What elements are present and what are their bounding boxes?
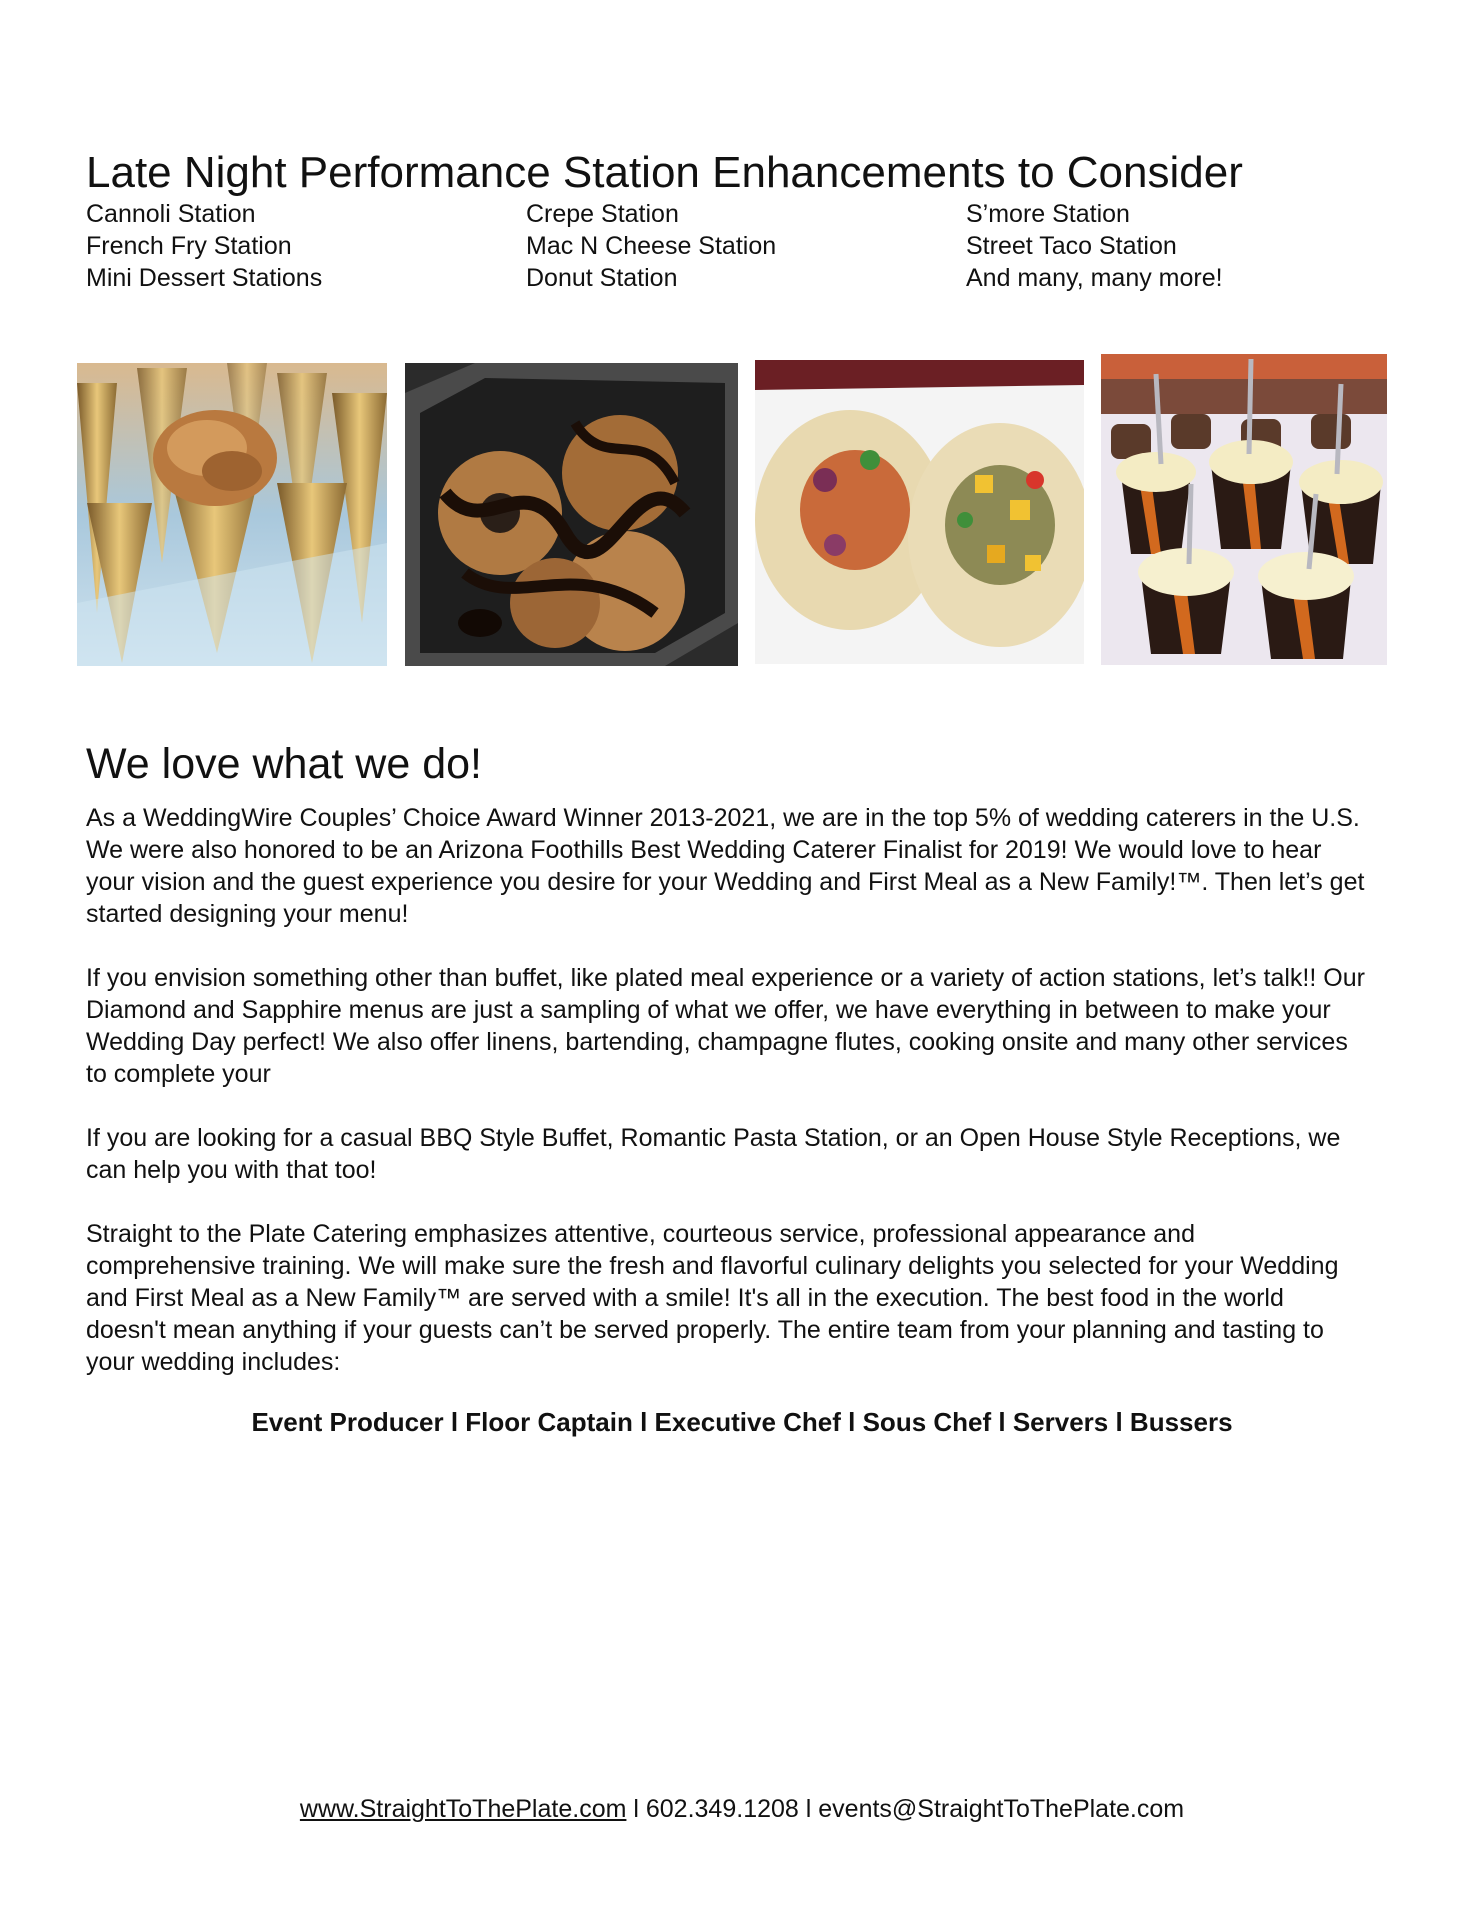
- station-item: Cannoli Station: [86, 200, 256, 228]
- station-item: S’more Station: [966, 200, 1130, 228]
- station-item: Mini Dessert Stations: [86, 264, 323, 292]
- station-item: Street Taco Station: [966, 232, 1177, 260]
- about-paragraph: As a WeddingWire Couples’ Choice Award Winner 2013-2021, we are in the top 5% of wedding caterers in the U.S. We were also honored to be an Arizona Foothills Best Wedding Caterer Finalist for 2019! We would love to hear your vision and the guest experience you desire for your Wedding and First Meal as a New Family!™. Then let’s get started designing your menu!: [86, 804, 1365, 928]
- footer-separator: l: [626, 1795, 646, 1823]
- contact-footer: [0, 1793, 1484, 1825]
- about-heading: We love what we do!: [86, 740, 482, 788]
- about-body: [86, 802, 1366, 1410]
- late-night-heading: Late Night Performance Station Enhancements to Consider: [86, 148, 1243, 197]
- about-paragraph: If you are looking for a casual BBQ Style Buffet, Romantic Pasta Station, or an Open House Style Receptions, we can help you with that too!: [86, 1124, 1341, 1184]
- about-paragraph: If you envision something other than buffet, like plated meal experience or a variety of action stations, let’s talk!! Our Diamond and Sapphire menus are just a sampling of what we offer, we have everything in between to make your Wedding Day perfect! We also offer linens, bartending, champagne flutes, cooking onsite and many other services to complete your: [86, 964, 1365, 1088]
- station-item: And many, many more!: [966, 264, 1223, 292]
- donuts-chocolate-photo: [405, 363, 738, 666]
- food-photo-strip: [0, 0, 1484, 700]
- phone-number: 602.349.1208: [645, 1795, 799, 1823]
- team-roles: Event Producer l Floor Captain l Executive Chef l Sous Chef l Servers l Bussers: [251, 1407, 1233, 1437]
- footer-separator: l: [798, 1795, 819, 1823]
- about-paragraph: Straight to the Plate Catering emphasizes attentive, courteous service, professional appearance and comprehensive training. We will make sure the fresh and flavorful culinary delights you selected for your Wedding and First Meal as a New Family™ are served with a smile! It's all in the execution. The best food in the world doesn't mean anything if your guests can’t be served properly. The entire team from your planning and tasting to your wedding includes:: [86, 1220, 1339, 1376]
- station-item: Crepe Station: [526, 200, 679, 228]
- email-address: events@StraightToThePlate.com: [818, 1795, 1185, 1823]
- website-link[interactable]: www.StraightToThePlate.com: [299, 1795, 627, 1823]
- cannoli-cones-photo: [77, 363, 387, 666]
- station-item: Donut Station: [526, 264, 678, 292]
- station-item: Mac N Cheese Station: [526, 232, 777, 260]
- street-tacos-photo: [755, 360, 1084, 664]
- chocolate-dessert-cups-photo: [1101, 354, 1387, 665]
- station-item: French Fry Station: [86, 232, 292, 260]
